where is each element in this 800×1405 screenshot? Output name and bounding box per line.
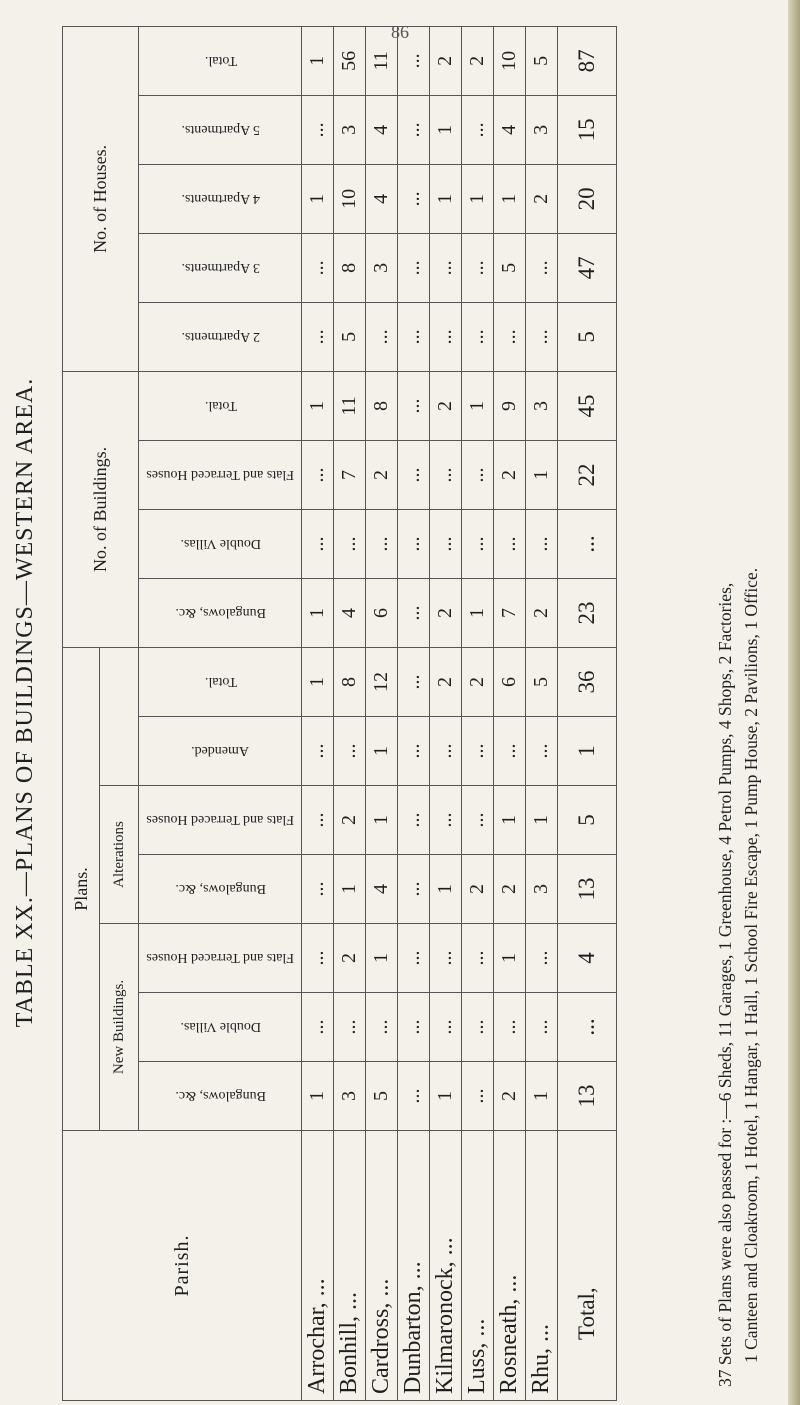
value-cell: ... [302, 855, 334, 924]
value-cell: 2 [462, 855, 494, 924]
value-cell: ... [430, 440, 462, 509]
value-cell: ... [430, 786, 462, 855]
value-cell: 9 [494, 371, 526, 440]
value-cell: 2 [430, 371, 462, 440]
value-cell: 11 [334, 371, 366, 440]
value-cell: 56 [334, 26, 366, 95]
value-cell: 1 [302, 578, 334, 647]
value-cell: 2 [494, 1062, 526, 1131]
value-cell: ... [430, 993, 462, 1062]
value-cell: ... [302, 233, 334, 302]
value-cell: 7 [334, 440, 366, 509]
value-cell: 1 [302, 371, 334, 440]
value-cell: ... [398, 855, 430, 924]
parish-header: Parish. [63, 1131, 302, 1401]
value-cell: 5 [334, 302, 366, 371]
table-row [494, 26, 526, 1400]
value-cell: 1 [430, 855, 462, 924]
total-value-cell: 36 [558, 647, 617, 716]
total-value-cell: 4 [558, 924, 617, 993]
value-cell: ... [334, 993, 366, 1062]
total-value-cell: 87 [558, 26, 617, 95]
value-cell: ... [302, 440, 334, 509]
value-cell: ... [398, 578, 430, 647]
total-value-cell: 5 [558, 302, 617, 371]
value-cell: 5 [366, 1062, 398, 1131]
total-value-cell: 13 [558, 1062, 617, 1131]
value-cell: ... [398, 302, 430, 371]
value-cell: ... [462, 786, 494, 855]
value-cell: 5 [526, 647, 558, 716]
value-cell: ... [398, 509, 430, 578]
value-cell: ... [526, 993, 558, 1062]
total-value-cell: 22 [558, 440, 617, 509]
value-cell: ... [430, 509, 462, 578]
value-cell: 1 [430, 95, 462, 164]
value-cell: ... [526, 509, 558, 578]
value-cell: 3 [334, 95, 366, 164]
value-cell: ... [398, 717, 430, 786]
footnote-line-2: 1 Canteen and Cloakroom, 1 Hotel, 1 Hangar, 1 Hall, 1 School Fire Escape, 1 Pump House, 2 Pavilions, 1 Office. [741, 567, 761, 1363]
value-cell: ... [462, 509, 494, 578]
total-value-cell: 47 [558, 233, 617, 302]
table-row [302, 26, 334, 1400]
table-body [302, 26, 617, 1400]
parish-cell: Bonhill, ... [334, 1131, 366, 1401]
value-cell: 1 [462, 578, 494, 647]
value-cell: 3 [366, 233, 398, 302]
column-header: Bungalows, &c. [139, 578, 302, 647]
value-cell: ... [462, 924, 494, 993]
page-number: 86 [391, 22, 409, 42]
column-header: 5 Apartments. [139, 95, 302, 164]
plans-blank-header [100, 647, 139, 785]
parish-cell: Arrochar, ... [302, 1131, 334, 1401]
value-cell: 7 [494, 578, 526, 647]
value-cell: 1 [302, 26, 334, 95]
value-cell: 1 [366, 924, 398, 993]
value-cell: ... [398, 95, 430, 164]
value-cell: ... [302, 924, 334, 993]
value-cell: 1 [366, 786, 398, 855]
total-value-cell: ... [558, 993, 617, 1062]
table-row [366, 26, 398, 1400]
value-cell: 8 [366, 371, 398, 440]
value-cell: 1 [526, 786, 558, 855]
column-header: Flats and Terraced Houses [139, 924, 302, 993]
value-cell: 2 [430, 647, 462, 716]
value-cell: ... [398, 233, 430, 302]
value-cell: 8 [334, 647, 366, 716]
value-cell: ... [526, 302, 558, 371]
value-cell: 2 [334, 924, 366, 993]
value-cell: 10 [334, 164, 366, 233]
table-row [526, 26, 558, 1400]
footnote-line-1: 37 Sets of Plans were also passed for :—6 Sheds, 11 Garages, 1 Greenhouse, 4 Petrol Pumps, 4 Shops, 2 Factories, [715, 582, 735, 1387]
value-cell: 1 [334, 855, 366, 924]
column-header: 2 Apartments. [139, 302, 302, 371]
column-header: Flats and Terraced Houses [139, 786, 302, 855]
value-cell: 4 [334, 578, 366, 647]
value-cell: 3 [526, 371, 558, 440]
value-cell: ... [430, 717, 462, 786]
new-buildings-header: New Buildings. [100, 924, 139, 1131]
value-cell: 4 [366, 855, 398, 924]
value-cell: ... [366, 993, 398, 1062]
total-value-cell: 5 [558, 786, 617, 855]
value-cell: 1 [430, 1062, 462, 1131]
value-cell: 12 [366, 647, 398, 716]
value-cell: 2 [430, 26, 462, 95]
value-cell: ... [398, 647, 430, 716]
value-cell: ... [334, 717, 366, 786]
value-cell: ... [526, 717, 558, 786]
value-cell: ... [302, 302, 334, 371]
value-cell: ... [430, 233, 462, 302]
value-cell: 10 [494, 26, 526, 95]
value-cell: ... [366, 302, 398, 371]
value-cell: 1 [526, 1062, 558, 1131]
value-cell: 2 [462, 647, 494, 716]
value-cell: 1 [494, 786, 526, 855]
plans-table [62, 26, 617, 1401]
value-cell: ... [302, 509, 334, 578]
total-value-cell: 23 [558, 578, 617, 647]
value-cell: ... [462, 95, 494, 164]
value-cell: ... [462, 440, 494, 509]
table-row [430, 26, 462, 1400]
value-cell: 6 [494, 647, 526, 716]
footnote [712, 17, 764, 1387]
table-title: TABLE XX.—PLANS OF BUILDINGS—WESTERN AREA. [12, 377, 38, 1028]
value-cell: 2 [526, 578, 558, 647]
value-cell: ... [494, 302, 526, 371]
parish-cell: Rosneath, ... [494, 1131, 526, 1401]
column-header: Flats and Terraced Houses [139, 440, 302, 509]
table-row [334, 26, 366, 1400]
value-cell: 4 [366, 164, 398, 233]
value-cell: ... [366, 509, 398, 578]
value-cell: ... [462, 1062, 494, 1131]
value-cell: 2 [462, 26, 494, 95]
value-cell: 1 [462, 164, 494, 233]
value-cell: 4 [494, 95, 526, 164]
value-cell: 1 [494, 164, 526, 233]
total-value-cell: 20 [558, 164, 617, 233]
value-cell: 5 [526, 26, 558, 95]
value-cell: ... [462, 233, 494, 302]
value-cell: 2 [366, 440, 398, 509]
value-cell: 1 [462, 371, 494, 440]
parish-cell: Cardross, ... [366, 1131, 398, 1401]
value-cell: ... [462, 302, 494, 371]
column-header: Bungalows, &c. [139, 1062, 302, 1131]
value-cell: 2 [526, 164, 558, 233]
column-header: Amended. [139, 717, 302, 786]
plans-header: Plans. [63, 647, 100, 1130]
table-row [398, 26, 430, 1400]
column-header: Total. [139, 647, 302, 716]
total-value-cell: ... [558, 509, 617, 578]
value-cell: ... [526, 924, 558, 993]
column-header: Bungalows, &c. [139, 855, 302, 924]
buildings-header: No. of Buildings. [63, 371, 139, 647]
value-cell: ... [526, 233, 558, 302]
value-cell: ... [462, 993, 494, 1062]
value-cell: ... [398, 164, 430, 233]
value-cell: ... [302, 717, 334, 786]
value-cell: 2 [334, 786, 366, 855]
value-cell: ... [398, 924, 430, 993]
value-cell: 1 [302, 647, 334, 716]
value-cell: ... [398, 786, 430, 855]
column-header: Double Villas. [139, 993, 302, 1062]
value-cell: 1 [366, 717, 398, 786]
houses-header: No. of Houses. [63, 26, 139, 371]
total-label: Total, [558, 1131, 617, 1401]
value-cell: ... [494, 717, 526, 786]
total-value-cell: 1 [558, 717, 617, 786]
alterations-header: Alterations [100, 786, 139, 924]
value-cell: ... [494, 993, 526, 1062]
group-header-row [63, 26, 100, 1400]
value-cell: ... [398, 1062, 430, 1131]
value-cell: ... [430, 924, 462, 993]
value-cell: 1 [302, 164, 334, 233]
value-cell: 3 [526, 855, 558, 924]
value-cell: ... [494, 509, 526, 578]
value-cell: 1 [302, 1062, 334, 1131]
value-cell: 3 [334, 1062, 366, 1131]
value-cell: ... [398, 440, 430, 509]
column-header: 4 Apartments. [139, 164, 302, 233]
value-cell: 1 [430, 164, 462, 233]
value-cell: 4 [366, 95, 398, 164]
value-cell: 2 [494, 440, 526, 509]
value-cell: 2 [494, 855, 526, 924]
value-cell: ... [398, 371, 430, 440]
value-cell: ... [462, 717, 494, 786]
value-cell: 8 [334, 233, 366, 302]
value-cell: 2 [430, 578, 462, 647]
value-cell: 1 [494, 924, 526, 993]
total-value-cell: 45 [558, 371, 617, 440]
value-cell: 11 [366, 26, 398, 95]
value-cell: ... [302, 95, 334, 164]
value-cell: 5 [494, 233, 526, 302]
parish-cell: Dunbarton, ... [398, 1131, 430, 1401]
table-row [462, 26, 494, 1400]
value-cell: 3 [526, 95, 558, 164]
total-value-cell: 13 [558, 855, 617, 924]
value-cell: 1 [526, 440, 558, 509]
value-cell: ... [302, 993, 334, 1062]
value-cell: ... [398, 993, 430, 1062]
parish-cell: Luss, ... [462, 1131, 494, 1401]
column-header: 3 Apartments. [139, 233, 302, 302]
value-cell: 6 [366, 578, 398, 647]
value-cell: ... [302, 786, 334, 855]
parish-cell: Kilmaronock, ... [430, 1131, 462, 1401]
column-header: Total. [139, 26, 302, 95]
total-value-cell: 15 [558, 95, 617, 164]
column-header: Total. [139, 371, 302, 440]
total-row [558, 26, 617, 1400]
value-cell: ... [398, 26, 430, 95]
value-cell: ... [334, 509, 366, 578]
column-header: Double Villas. [139, 509, 302, 578]
parish-cell: Rhu, ... [526, 1131, 558, 1401]
value-cell: ... [430, 302, 462, 371]
